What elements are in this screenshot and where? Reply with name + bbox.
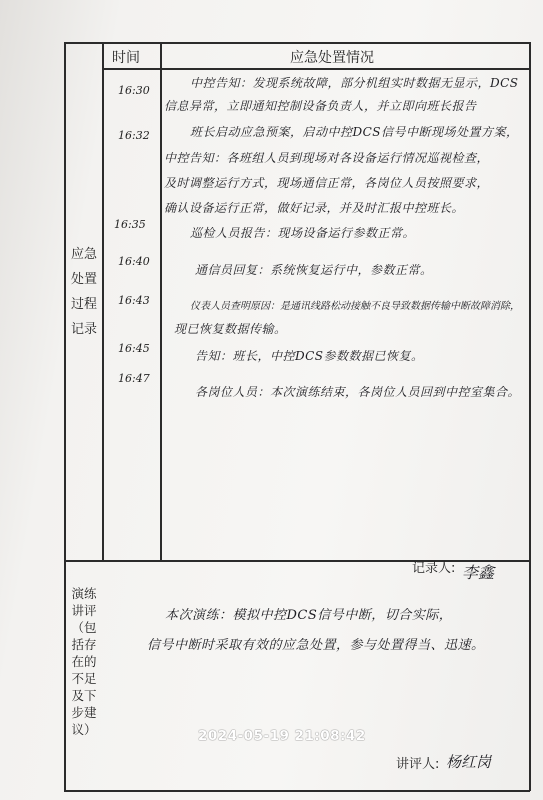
entry-text-line: 信息异常，立即通知控制设备负责人，并立即向班长报告 bbox=[164, 99, 477, 113]
entry-text-line: 告知：班长，中控DCS参数数据已恢复。 bbox=[195, 349, 424, 363]
table-top-border bbox=[64, 42, 530, 44]
section-divider bbox=[64, 560, 530, 562]
entry-text-line: 中控告知：发现系统故障，部分机组实时数据无显示，DCS bbox=[190, 76, 519, 90]
entry-time: 16:45 bbox=[118, 342, 150, 355]
entry-time: 16:30 bbox=[118, 84, 150, 97]
entry-time: 16:35 bbox=[114, 218, 146, 231]
entry-time: 16:40 bbox=[118, 255, 150, 268]
entry-text-line: 现已恢复数据传输。 bbox=[174, 322, 287, 336]
reviewer-signature: 杨红岗 bbox=[446, 753, 492, 771]
table-left-border bbox=[64, 42, 66, 791]
entry-text-line: 及时调整运行方式，现场通信正常，各岗位人员按照要求， bbox=[164, 176, 490, 190]
recorder-signature: 李鑫 bbox=[462, 563, 495, 582]
entry-time: 16:43 bbox=[118, 294, 150, 307]
section1-label: 应急 处置 过程 记录 bbox=[70, 247, 97, 337]
table-right-border bbox=[529, 42, 531, 791]
reviewer-label: 讲评人: bbox=[396, 757, 440, 772]
table-bottom-border bbox=[64, 790, 530, 792]
section2-label: 演练 讲评 （包 括存 在的 不足 及下 步建 议） bbox=[71, 586, 97, 737]
timestamp-watermark: 2024-05-19 21:08:42 bbox=[198, 728, 366, 744]
header-time: 时间 bbox=[112, 50, 140, 66]
entry-text-line: 确认设备运行正常，做好记录，并及时汇报中控班长。 bbox=[164, 201, 465, 215]
entry-text-line: 通信员回复：系统恢复运行中，参数正常。 bbox=[195, 263, 433, 277]
entry-text-line: 中控告知：各班组人员到现场对各设备运行情况巡视检查， bbox=[164, 151, 490, 165]
entry-text-line: 各岗位人员：本次演练结束，各岗位人员回到中控室集合。 bbox=[195, 385, 521, 399]
entry-text-line: 仪表人员查明原因：是通讯线路松动接触不良导致数据传输中断故障消除， bbox=[190, 301, 520, 312]
review-text-line: 本次演练：模拟中控DCS信号中断，切合实际， bbox=[165, 608, 453, 623]
entry-time: 16:32 bbox=[118, 129, 150, 142]
entry-time: 16:47 bbox=[118, 372, 150, 385]
time-column-divider bbox=[160, 42, 162, 561]
label-column-divider bbox=[102, 42, 104, 561]
header-content: 应急处置情况 bbox=[290, 50, 374, 66]
recorder-label: 记录人: bbox=[412, 561, 456, 576]
header-divider bbox=[102, 68, 530, 70]
entry-text-line: 班长启动应急预案，启动中控DCS信号中断现场处置方案， bbox=[190, 125, 519, 139]
entry-text-line: 巡检人员报告：现场设备运行参数正常。 bbox=[190, 226, 416, 240]
review-text-line: 信号中断时采取有效的应急处置，参与处置得当、迅速。 bbox=[147, 638, 485, 653]
